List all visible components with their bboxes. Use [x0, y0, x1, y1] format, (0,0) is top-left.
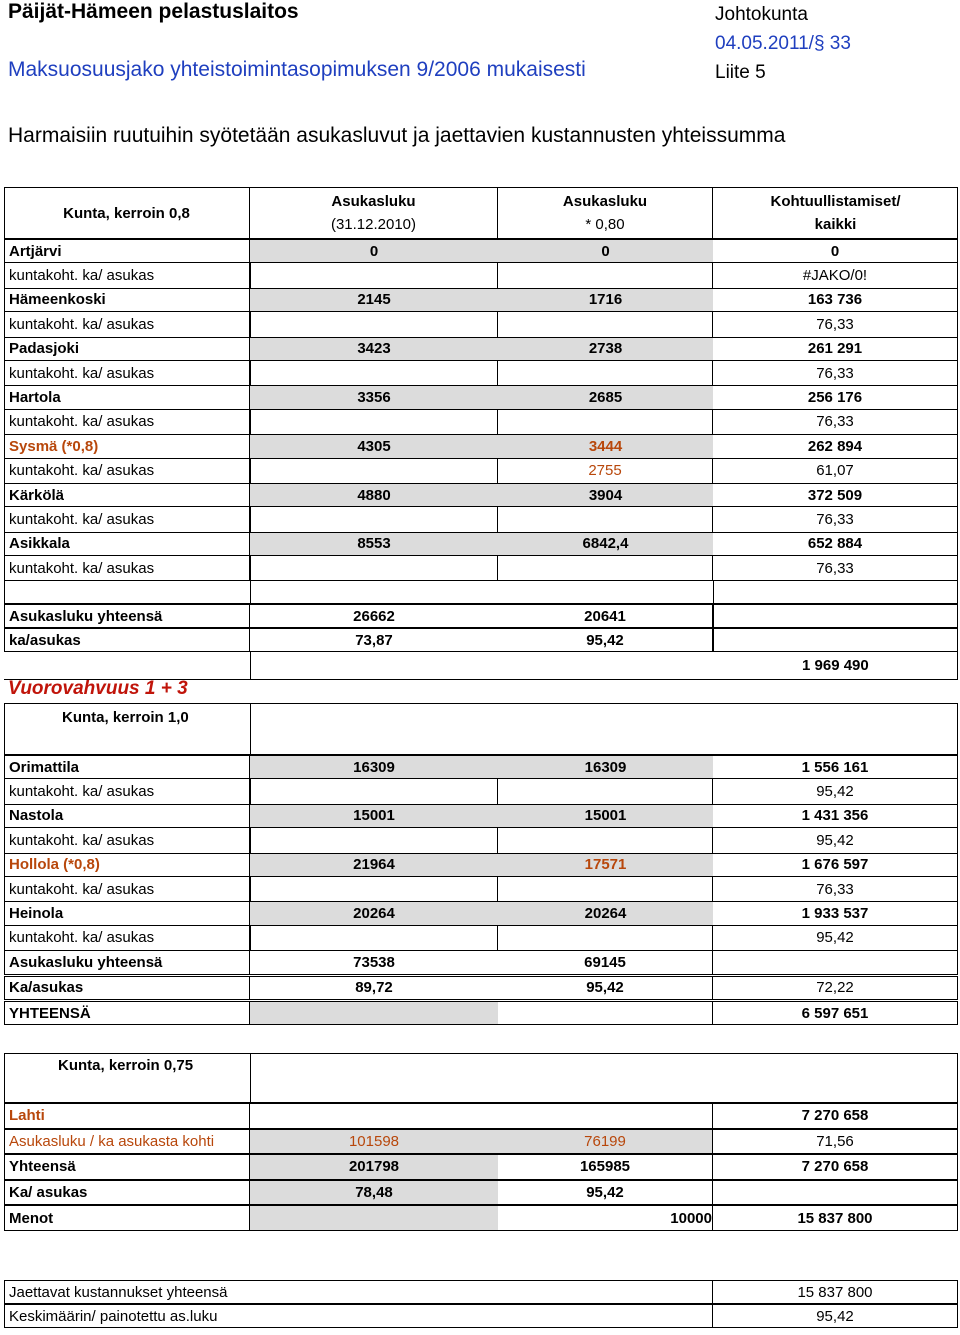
population-cell: 21964	[250, 854, 498, 876]
header-adjustments: Kohtuullistamiset/	[770, 193, 901, 210]
population-cell	[250, 556, 498, 580]
org-title: Päijät-Hämeen pelastuslaitos	[8, 0, 299, 23]
row-label: Hämeenkoski	[4, 289, 250, 311]
cost-cell: 15 837 800	[713, 1206, 958, 1230]
body-name: Johtokunta	[715, 4, 808, 25]
weighted-population-cell: 6842,4	[498, 533, 713, 555]
weighted-population-cell: 165985	[498, 1155, 713, 1179]
population-cell: 73538	[353, 953, 395, 971]
row-label: kuntakoht. ka/ asukas	[4, 507, 250, 531]
weighted-population-cell: 0	[498, 240, 713, 262]
population-cell: 3423	[250, 338, 498, 360]
population-cell: 8553	[250, 533, 498, 555]
row-label: Yhteensä	[4, 1155, 250, 1179]
population-cell: 73,87	[355, 631, 393, 649]
row-label: kuntakoht. ka/ asukas	[4, 877, 250, 901]
row-label: kuntakoht. ka/ asukas	[4, 361, 250, 385]
row-label: Ka/asukas	[4, 977, 250, 999]
population-cell: 4880	[250, 484, 498, 506]
table-row	[4, 385, 958, 409]
weighted-population-cell: 2738	[498, 338, 713, 360]
row-label: kuntakoht. ka/ asukas	[4, 263, 250, 287]
weighted-population-cell	[498, 410, 713, 434]
weighted-population-cell: 16309	[498, 756, 713, 778]
table-row	[4, 1154, 958, 1180]
weighted-population-cell: 17571	[498, 854, 713, 876]
row-label: Orimattila	[4, 756, 250, 778]
table-row	[4, 1180, 958, 1206]
row-label: kuntakoht. ka/ asukas	[4, 410, 250, 434]
row-label: kuntakoht. ka/ asukas	[4, 312, 250, 336]
weighted-population-cell	[498, 1002, 713, 1024]
population-cell	[250, 1002, 498, 1024]
population-cell: 201798	[250, 1155, 498, 1179]
weighted-population-cell: 20264	[498, 902, 713, 924]
cost-cell	[713, 951, 958, 973]
row-label: YHTEENSÄ	[4, 1002, 250, 1024]
header-all: kaikki	[814, 216, 857, 233]
row-label: Padasjoki	[4, 338, 250, 360]
section-3-head: Kunta, kerroin 0,75	[58, 1057, 194, 1074]
weighted-population-cell	[498, 779, 713, 803]
cost-cell: 76,33	[713, 556, 958, 580]
date-ref: 04.05.2011/§ 33	[715, 33, 851, 54]
cost-cell: 0	[713, 240, 958, 262]
row-label: kuntakoht. ka/ asukas	[4, 926, 250, 950]
cost-cell: 76,33	[713, 410, 958, 434]
weighted-population-cell: 15001	[498, 805, 713, 827]
population-cell: 78,48	[250, 1181, 498, 1205]
cost-cell: 7 270 658	[713, 1104, 958, 1128]
table-row	[4, 434, 958, 458]
header-weighted-population: Asukasluku	[562, 193, 648, 210]
table-row	[4, 288, 958, 312]
cost-cell: 61,07	[713, 459, 958, 483]
table-row	[4, 804, 958, 828]
row-label: Kärkölä	[4, 484, 250, 506]
row-label: Artjärvi	[4, 240, 250, 262]
population-cell	[250, 1206, 498, 1230]
table-row	[4, 1103, 958, 1129]
weighted-population-cell: 3444	[498, 435, 713, 457]
table-row	[4, 1129, 958, 1155]
population-cell	[250, 312, 498, 336]
appendix-label: Liite 5	[715, 62, 766, 83]
population-cell: 26662	[353, 607, 395, 625]
weighted-population-cell: 2685	[498, 386, 713, 408]
section-2-title: Vuorovahvuus 1 + 3	[8, 678, 188, 699]
table-row	[4, 1304, 958, 1328]
header-municipality: Kunta, kerroin 0,8	[4, 187, 250, 239]
weighted-population-cell: 76199	[498, 1130, 713, 1154]
row-label: Asukasluku yhteensä	[4, 951, 250, 973]
header-population: Asukasluku	[331, 193, 416, 210]
table-row	[4, 628, 958, 652]
weighted-population-cell: 95,42	[498, 1181, 713, 1205]
population-cell: 89,72	[355, 979, 393, 997]
row-label: Menot	[4, 1206, 250, 1230]
table-row	[4, 532, 958, 556]
table-row	[4, 507, 958, 531]
weighted-population-cell	[498, 263, 713, 287]
cost-cell	[713, 629, 958, 651]
row-label: Sysmä (*0,8)	[4, 435, 250, 457]
weighted-population-cell	[498, 828, 713, 852]
table-row	[4, 976, 958, 1000]
weighted-population-cell	[498, 926, 713, 950]
population-cell	[250, 926, 498, 950]
cost-cell: 76,33	[713, 312, 958, 336]
table-row	[4, 1205, 958, 1231]
weighted-population-cell: 95,42	[498, 977, 713, 999]
instruction-text: Harmaisiin ruutuihin syötetään asukasluvut ja jaettavien kustannusten yhteissumma	[8, 124, 786, 147]
weighted-population-cell: 2755	[498, 459, 713, 483]
cost-cell: 76,33	[713, 507, 958, 531]
weighted-population-cell	[498, 556, 713, 580]
table-row	[4, 950, 958, 974]
population-cell: 0	[250, 240, 498, 262]
cost-cell: 163 736	[713, 289, 958, 311]
population-cell: 20264	[250, 902, 498, 924]
cost-cell: 1 431 356	[713, 805, 958, 827]
table-row	[4, 853, 958, 877]
row-label: kuntakoht. ka/ asukas	[4, 779, 250, 803]
row-label: Heinola	[4, 902, 250, 924]
row-label: Keskimäärin/ painotettu as.luku	[4, 1305, 713, 1327]
cost-cell: 15 837 800	[713, 1281, 958, 1303]
row-label: Nastola	[4, 805, 250, 827]
weighted-population-cell: 1716	[498, 289, 713, 311]
cost-cell: 1 676 597	[713, 854, 958, 876]
cost-cell: 71,56	[713, 1130, 958, 1154]
population-cell	[250, 507, 498, 531]
population-cell	[250, 410, 498, 434]
population-cell	[250, 1104, 498, 1128]
population-cell: 4305	[250, 435, 498, 457]
row-label: ka/asukas	[4, 629, 250, 651]
cost-cell: 76,33	[713, 877, 958, 901]
header-population-date: (31.12.2010)	[330, 216, 417, 233]
section-2-head: Kunta, kerroin 1,0	[62, 709, 189, 726]
table-row	[4, 779, 958, 803]
population-cell: 3356	[250, 386, 498, 408]
population-cell	[250, 459, 498, 483]
weighted-population-cell: 69145	[498, 951, 713, 973]
cost-cell: 261 291	[713, 338, 958, 360]
table-row	[4, 556, 958, 580]
cost-cell: 6 597 651	[713, 1002, 958, 1024]
row-label: Asukasluku yhteensä	[4, 605, 250, 627]
row-label: kuntakoht. ka/ asukas	[4, 556, 250, 580]
weighted-population-cell	[498, 1104, 713, 1128]
weighted-population-cell: 3904	[498, 484, 713, 506]
population-cell: 15001	[250, 805, 498, 827]
total-1-value: 1 969 490	[802, 657, 869, 674]
cost-cell: 95,42	[713, 779, 958, 803]
table-row	[4, 312, 958, 336]
population-cell: 2145	[250, 289, 498, 311]
subtitle: Maksuosuusjako yhteistoimintasopimuksen 9/2006 mukaisesti	[8, 58, 586, 81]
cost-cell: 7 270 658	[713, 1155, 958, 1179]
table-row	[4, 483, 958, 507]
row-label: kuntakoht. ka/ asukas	[4, 459, 250, 483]
cost-cell: 72,22	[713, 977, 958, 999]
row-label: Hartola	[4, 386, 250, 408]
table-row	[4, 877, 958, 901]
population-cell	[250, 877, 498, 901]
cost-cell: 372 509	[713, 484, 958, 506]
cost-cell	[713, 1181, 958, 1205]
population-cell	[250, 263, 498, 287]
cost-cell: 76,33	[713, 361, 958, 385]
table-row	[4, 901, 958, 925]
cost-cell: 1 556 161	[713, 756, 958, 778]
weighted-population-cell	[498, 507, 713, 531]
spacer-box	[4, 580, 958, 604]
cost-cell: 262 894	[713, 435, 958, 457]
cost-cell: 1 933 537	[713, 902, 958, 924]
population-cell	[250, 361, 498, 385]
table-row	[4, 337, 958, 361]
row-label: Ka/ asukas	[4, 1181, 250, 1205]
cost-cell: 256 176	[713, 386, 958, 408]
table-header	[4, 187, 958, 239]
table-row	[4, 239, 958, 263]
cost-cell	[713, 605, 958, 627]
row-label: Lahti	[4, 1104, 250, 1128]
table-row	[4, 263, 958, 287]
header-weight-factor: * 0,80	[585, 216, 625, 233]
cost-cell: #JAKO/0!	[713, 263, 958, 287]
cost-cell: 95,42	[713, 828, 958, 852]
cost-cell: 95,42	[713, 1305, 958, 1327]
weighted-population-cell: 20641	[498, 605, 713, 627]
table-row	[4, 410, 958, 434]
table-row	[4, 1001, 958, 1025]
row-label: Jaettavat kustannukset yhteensä	[4, 1281, 713, 1303]
weighted-population-cell	[498, 877, 713, 901]
weighted-population-cell: 10000	[498, 1206, 713, 1230]
population-cell: 101598	[250, 1130, 498, 1154]
population-cell	[250, 779, 498, 803]
weighted-population-cell: 95,42	[498, 629, 713, 651]
row-label: Asukasluku / ka asukasta kohti	[4, 1130, 250, 1154]
population-cell	[250, 828, 498, 852]
table-row	[4, 604, 958, 628]
cost-cell: 95,42	[713, 926, 958, 950]
table-row	[4, 828, 958, 852]
table-row	[4, 1280, 958, 1304]
table-row	[4, 926, 958, 950]
table-row	[4, 459, 958, 483]
population-cell: 16309	[250, 756, 498, 778]
table-row	[4, 361, 958, 385]
row-label: Hollola (*0,8)	[4, 854, 250, 876]
row-label: Asikkala	[4, 533, 250, 555]
weighted-population-cell	[498, 312, 713, 336]
row-label: kuntakoht. ka/ asukas	[4, 828, 250, 852]
weighted-population-cell	[498, 361, 713, 385]
cost-cell: 652 884	[713, 533, 958, 555]
table-row	[4, 755, 958, 779]
